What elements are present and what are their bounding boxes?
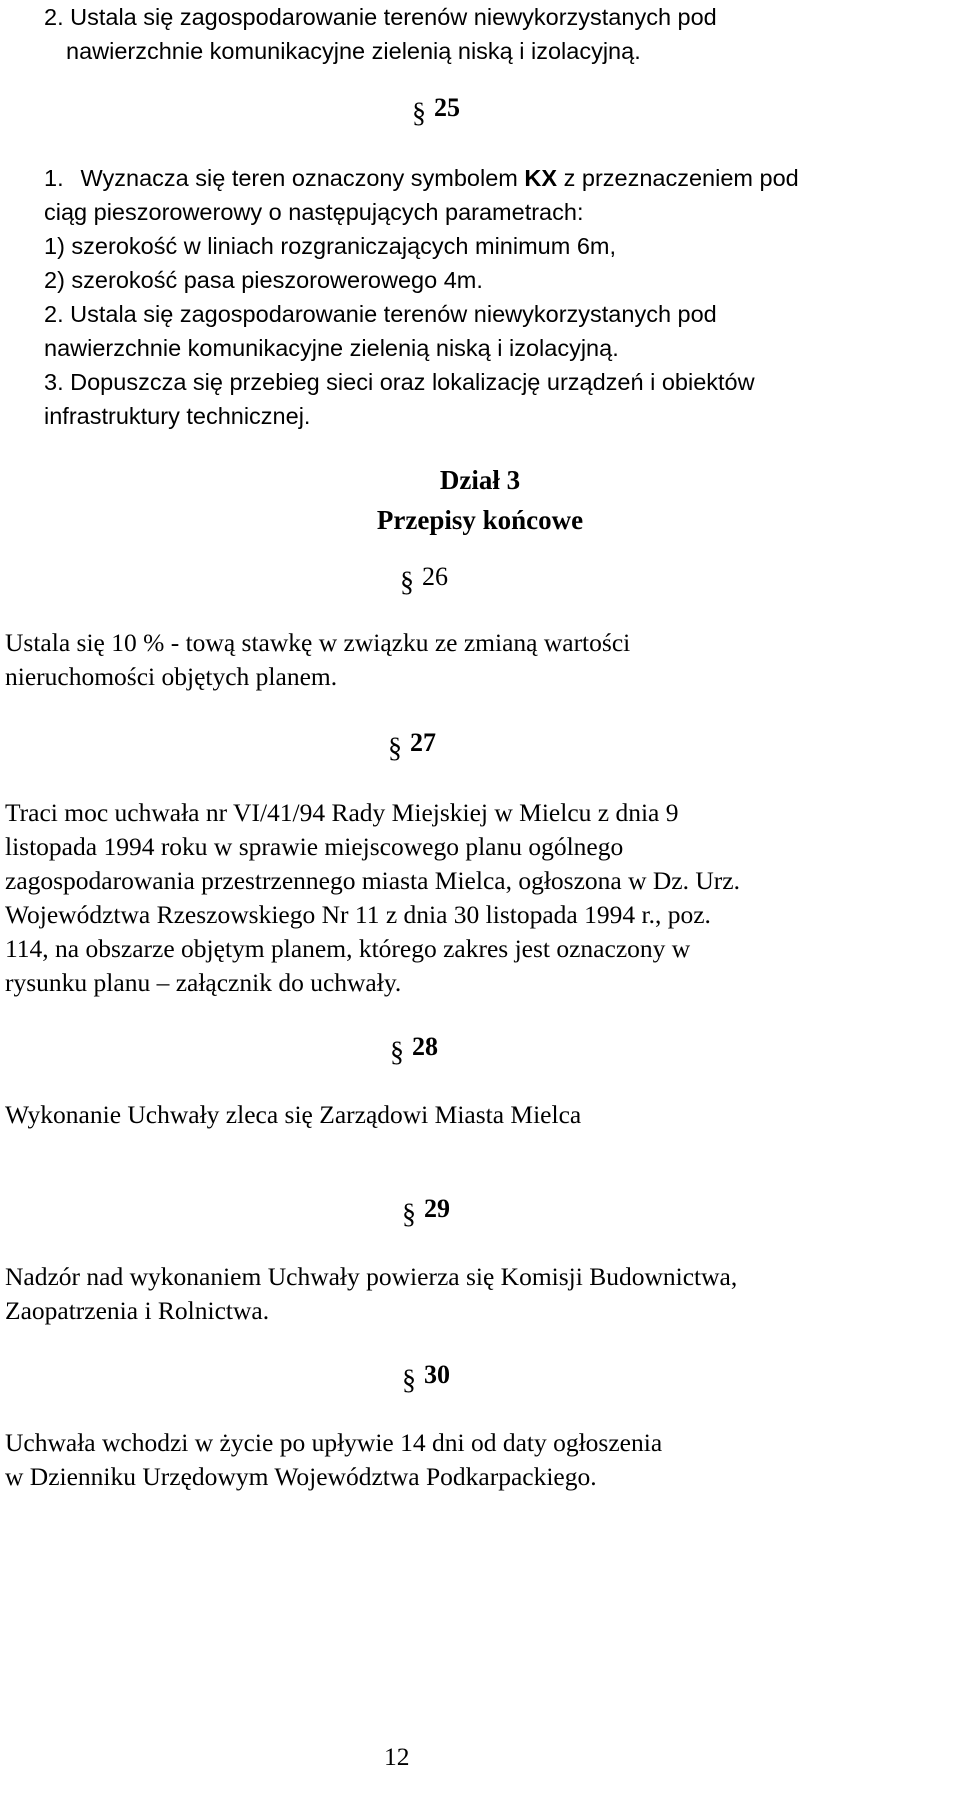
page-number: 12 <box>384 1742 410 1771</box>
s29-line-2: Zaopatrzenia i Rolnictwa. <box>5 1296 270 1325</box>
division-subtitle: Przepisy końcowe <box>376 505 584 535</box>
s25-item-2 <box>44 297 717 331</box>
section-sign: § <box>400 567 414 598</box>
s26-line-1: Ustala się 10 % - tową stawkę w związku ze zmianą wartości <box>5 628 631 657</box>
top-item-2-line-2: nawierzchnie komunikacyjne zielenią niską i izolacyjną. <box>66 38 641 64</box>
item-number: 1. <box>44 165 64 191</box>
s30-line-1: Uchwała wchodzi w życie po upływie 14 dni od daty ogłoszenia <box>5 1428 663 1457</box>
s27-line-5: 114, na obszarze objętym planem, którego zakres jest oznaczony w <box>5 934 691 963</box>
s30-line-2: w Dzienniku Urzędowym Województwa Podkarpackiego. <box>5 1462 597 1491</box>
s27-line-2: listopada 1994 roku w sprawie miejscowego planu ogólnego <box>5 832 624 861</box>
section-heading-26 <box>400 562 448 599</box>
item-text-line: Ustala się zagospodarowanie terenów niewykorzystanych pod <box>70 4 717 30</box>
s25-sub-1: 1) szerokość w liniach rozgraniczających minimum 6m, <box>44 233 617 259</box>
section-number: 26 <box>422 562 448 591</box>
section-sign: § <box>402 1365 416 1396</box>
section-sign: § <box>390 1037 404 1068</box>
section-heading-29 <box>402 1194 450 1231</box>
item-text: Wyznacza się teren oznaczony symbolem <box>80 165 525 191</box>
section-sign: § <box>412 98 426 129</box>
section-sign: § <box>402 1199 416 1230</box>
s28-line-1: Wykonanie Uchwały zleca się Zarządowi Miasta Mielca <box>5 1100 582 1129</box>
s25-item-1 <box>44 161 799 195</box>
section-heading-25 <box>412 93 460 130</box>
section-number: 28 <box>412 1032 438 1061</box>
s26-line-2: nieruchomości objętych planem. <box>5 662 338 691</box>
top-item-2 <box>44 0 717 34</box>
section-heading-30 <box>402 1360 450 1397</box>
symbol-kx: KX <box>524 165 558 191</box>
section-number: 29 <box>424 1194 450 1223</box>
section-heading-28 <box>390 1032 438 1069</box>
s25-item-1-line-2: ciąg pieszorowerowy o następujących parametrach: <box>44 199 584 225</box>
item-number: 3. <box>44 369 64 395</box>
section-heading-27 <box>388 728 436 765</box>
s25-sub-2: 2) szerokość pasa pieszorowerowego 4m. <box>44 267 483 293</box>
s27-line-3: zagospodarowania przestrzennego miasta Mielca, ogłoszona w Dz. Urz. <box>5 866 740 895</box>
item-number: 2. <box>44 301 64 327</box>
s27-line-4: Województwa Rzeszowskiego Nr 11 z dnia 30 listopada 1994 r., poz. <box>5 900 711 929</box>
section-number: 30 <box>424 1360 450 1389</box>
item-text-line: Dopuszcza się przebieg sieci oraz lokalizację urządzeń i obiektów <box>70 369 755 395</box>
s25-item-3-line-2: infrastruktury technicznej. <box>44 403 311 429</box>
section-number: 25 <box>434 93 460 122</box>
s27-line-1: Traci moc uchwała nr VI/41/94 Rady Miejskiej w Mielcu z dnia 9 <box>5 798 679 827</box>
division-title: Dział 3 <box>439 465 521 495</box>
s25-item-3 <box>44 365 755 399</box>
s27-line-6: rysunku planu – załącznik do uchwały. <box>5 968 402 997</box>
section-number: 27 <box>410 728 436 757</box>
s29-line-1: Nadzór nad wykonaniem Uchwały powierza się Komisji Budownictwa, <box>5 1262 738 1291</box>
item-number: 2. <box>44 4 64 30</box>
s25-item-2-line-2: nawierzchnie komunikacyjne zielenią niską i izolacyjną. <box>44 335 619 361</box>
section-sign: § <box>388 733 402 764</box>
item-text-line: Ustala się zagospodarowanie terenów niewykorzystanych pod <box>70 301 717 327</box>
item-text: z przeznaczeniem pod <box>557 165 799 191</box>
